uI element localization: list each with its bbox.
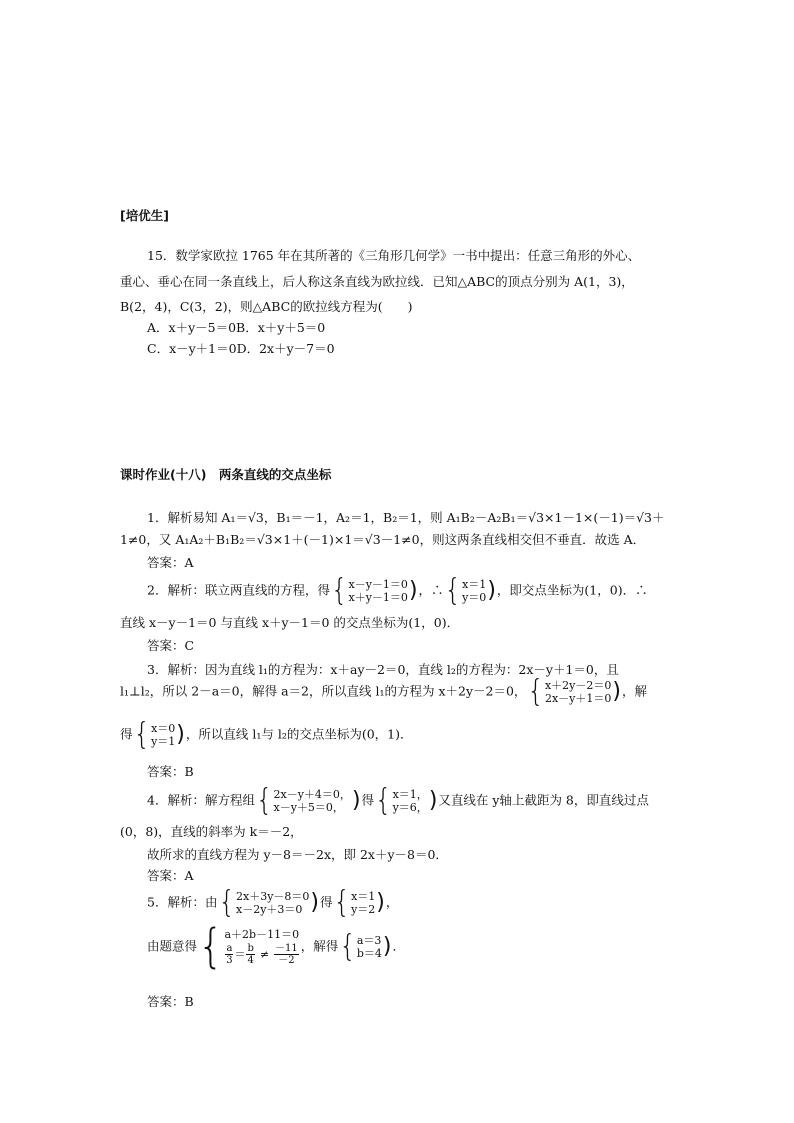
a5-frac-c-den: －2 (278, 955, 295, 966)
a5-system-solution: { x＝1 y＝2 ) (333, 885, 385, 921)
a5-frac-a-den: 3 (226, 955, 233, 966)
a5-neq-sign: ≠ (259, 948, 270, 961)
a2-sys1-row1: x－y－1＝0 (348, 578, 408, 591)
a5-line2 (147, 920, 406, 974)
a3-line1: 3．解析：因为直线 l₁的方程为：x＋ay－2＝0，直线 l₂的方程为：2x－y＋1＝0，且 (147, 662, 619, 677)
a5-system-equations: { 2x＋3y－8＝0 x－2y＋3＝0 ) (218, 885, 320, 921)
q15-options-ab: A．x＋y－5＝0B．x＋y＋5＝0 (147, 320, 326, 335)
a2-line1 (147, 573, 648, 609)
a4-mid: 得 (361, 792, 375, 808)
a3-sys2-row1: x＝0 (151, 722, 176, 735)
a5-frac-a (225, 943, 233, 966)
a2-line2: 直线 x－y－1＝0 与直线 x＋y－1＝0 的交点坐标为(1，0)． (120, 615, 460, 630)
a4-system-equations: { 2x－y＋4＝0， x－y＋5＝0， ) (255, 783, 361, 819)
a2-post: ，即交点坐标为(1，0)．∴ (496, 582, 648, 598)
q15-line1: 15．数学家欧拉 1765 年在其所著的《三角形几何学》一书中提出：任意三角形的外心、 (147, 248, 641, 263)
a5-sys3-row1: a＋2b－11＝0 (224, 928, 300, 941)
a3-system-solution: { x＝0 y＝1 ) (133, 717, 185, 753)
a3-sys1-row1: x＋2y－2＝0 (544, 679, 612, 692)
a5-sys1-row2: x－2y＋3＝0 (236, 903, 303, 916)
a1-line1: 1．解析易知 A₁＝√3，B₁＝－1，A₂＝1，B₂＝1，则 A₁B₂－A₂B₁＝√3×1－1×(－1)＝√3＋ (147, 510, 665, 525)
a2-mid: ，∴ (418, 582, 444, 598)
a5-frac-b-num: b (247, 943, 254, 954)
a3-line2-pre: l₁⊥l₂，所以 2－a＝0，解得 a＝2，所以直线 l₁的方程为 x＋2y－2＝0， (120, 683, 527, 699)
a5-frac-c (274, 943, 299, 966)
a4-post: 又直线在 y轴上截距为 8，即直线过点 (438, 792, 649, 808)
a4-sys2-row1: x＝1， (392, 788, 428, 801)
a5-answer: 答案：B (147, 994, 194, 1009)
a5-eq-sign: ＝ (234, 948, 246, 961)
a3-answer: 答案：B (147, 764, 194, 779)
a3-system-equations: { x＋2y－2＝0 2x－y＋1＝0 ) (527, 674, 621, 710)
a4-pre: 4．解析：解方程组 (147, 792, 255, 808)
a5-frac-b (246, 943, 254, 966)
section-title-homework-18: 课时作业(十八) 两条直线的交点坐标 (120, 467, 332, 482)
a4-line3: 故所求的直线方程为 y－8＝－2x，即 2x＋y－8＝0． (147, 847, 448, 862)
a5-system-result: { a＝3 b＝4 ) (339, 929, 392, 965)
a3-sys2-row2: y＝1 (151, 735, 176, 748)
a5-frac-a-num: a (226, 943, 233, 954)
a1-line2: 1≠0，又 A₁A₂＋B₁B₂＝√3×1＋(－1)×1＝√3－1≠0，则这两条直线相交但不垂直．故选 A． (120, 532, 646, 547)
a5-frac-b-den: 4 (247, 955, 254, 966)
a5-sys4-row1: a＝3 (356, 934, 382, 947)
a5-line2-pre: 由题意得 (147, 938, 198, 954)
a5-pre: 5．解析：由 (147, 894, 218, 910)
a5-sys2-row2: y＝2 (351, 903, 376, 916)
a3-line2 (120, 674, 647, 710)
a2-pre: 2．解析：联立两直线的方程，得 (147, 582, 330, 598)
a5-sys2-row1: x＝1 (351, 890, 376, 903)
a5-line1 (147, 885, 399, 921)
a4-line2: (0，8)，直线的斜率为 k＝－2， (120, 824, 303, 839)
a5-sys3-row2 (224, 943, 299, 966)
a5-line2-mid: ，解得 (300, 938, 339, 954)
a4-system-solution: { x＝1， y＝6， ) (375, 783, 438, 819)
a3-line3-post: ，所以直线 l₁与 l₂的交点坐标为(0，1)． (185, 726, 413, 742)
a2-sys2-row1: x＝1 (462, 578, 487, 591)
q15-line3: B(2，4)，C(3，2)，则△ABC的欧拉线方程为( ) (120, 299, 413, 314)
a2-answer: 答案：C (147, 638, 195, 653)
a5-mid: 得 (320, 894, 333, 910)
a4-sys2-row2: y＝6， (392, 801, 428, 814)
a3-sys1-row2: 2x－y＋1＝0 (544, 692, 612, 705)
a5-post: ， (385, 894, 399, 910)
a2-sys2-row2: y＝0 (462, 591, 487, 604)
section-heading-peiyou: [培优生] (120, 208, 169, 223)
a3-line3 (120, 717, 413, 753)
a5-sys1-row1: 2x＋3y－8＝0 (236, 890, 310, 903)
a2-sys1-row2: x＋y－1＝0 (348, 591, 408, 604)
a2-system-solution: { x＝1 y＝0 ) (444, 573, 496, 609)
a4-line1 (147, 783, 649, 819)
a5-line2-post: ． (392, 938, 406, 954)
a2-system-equations: { x－y－1＝0 x＋y－1＝0 ) (330, 573, 418, 609)
a4-sys1-row2: x－y＋5＝0， (273, 801, 344, 814)
q15-options-cd: C．x－y＋1＝0D．2x＋y－7＝0 (147, 341, 335, 356)
a1-answer: 答案：A (147, 555, 194, 570)
q15-line2: 重心、垂心在同一条直线上，后人称这条直线为欧拉线．已知△ABC的顶点分别为 A(1，3)， (120, 274, 634, 289)
a3-line3-pre: 得 (120, 726, 133, 742)
a5-frac-c-num: －11 (275, 943, 298, 954)
a5-sys4-row2: b＝4 (356, 947, 382, 960)
a5-system-conditions: { a＋2b－11＝0 $\frac{a}{3}$ ＝ $\frac{b}{4}$ ≠ $\frac{-11}{-2}$ (198, 920, 300, 974)
a4-answer: 答案：A (147, 868, 194, 883)
a3-line2-post: ，解 (621, 683, 647, 699)
a4-sys1-row1: 2x－y＋4＝0， (273, 788, 351, 801)
